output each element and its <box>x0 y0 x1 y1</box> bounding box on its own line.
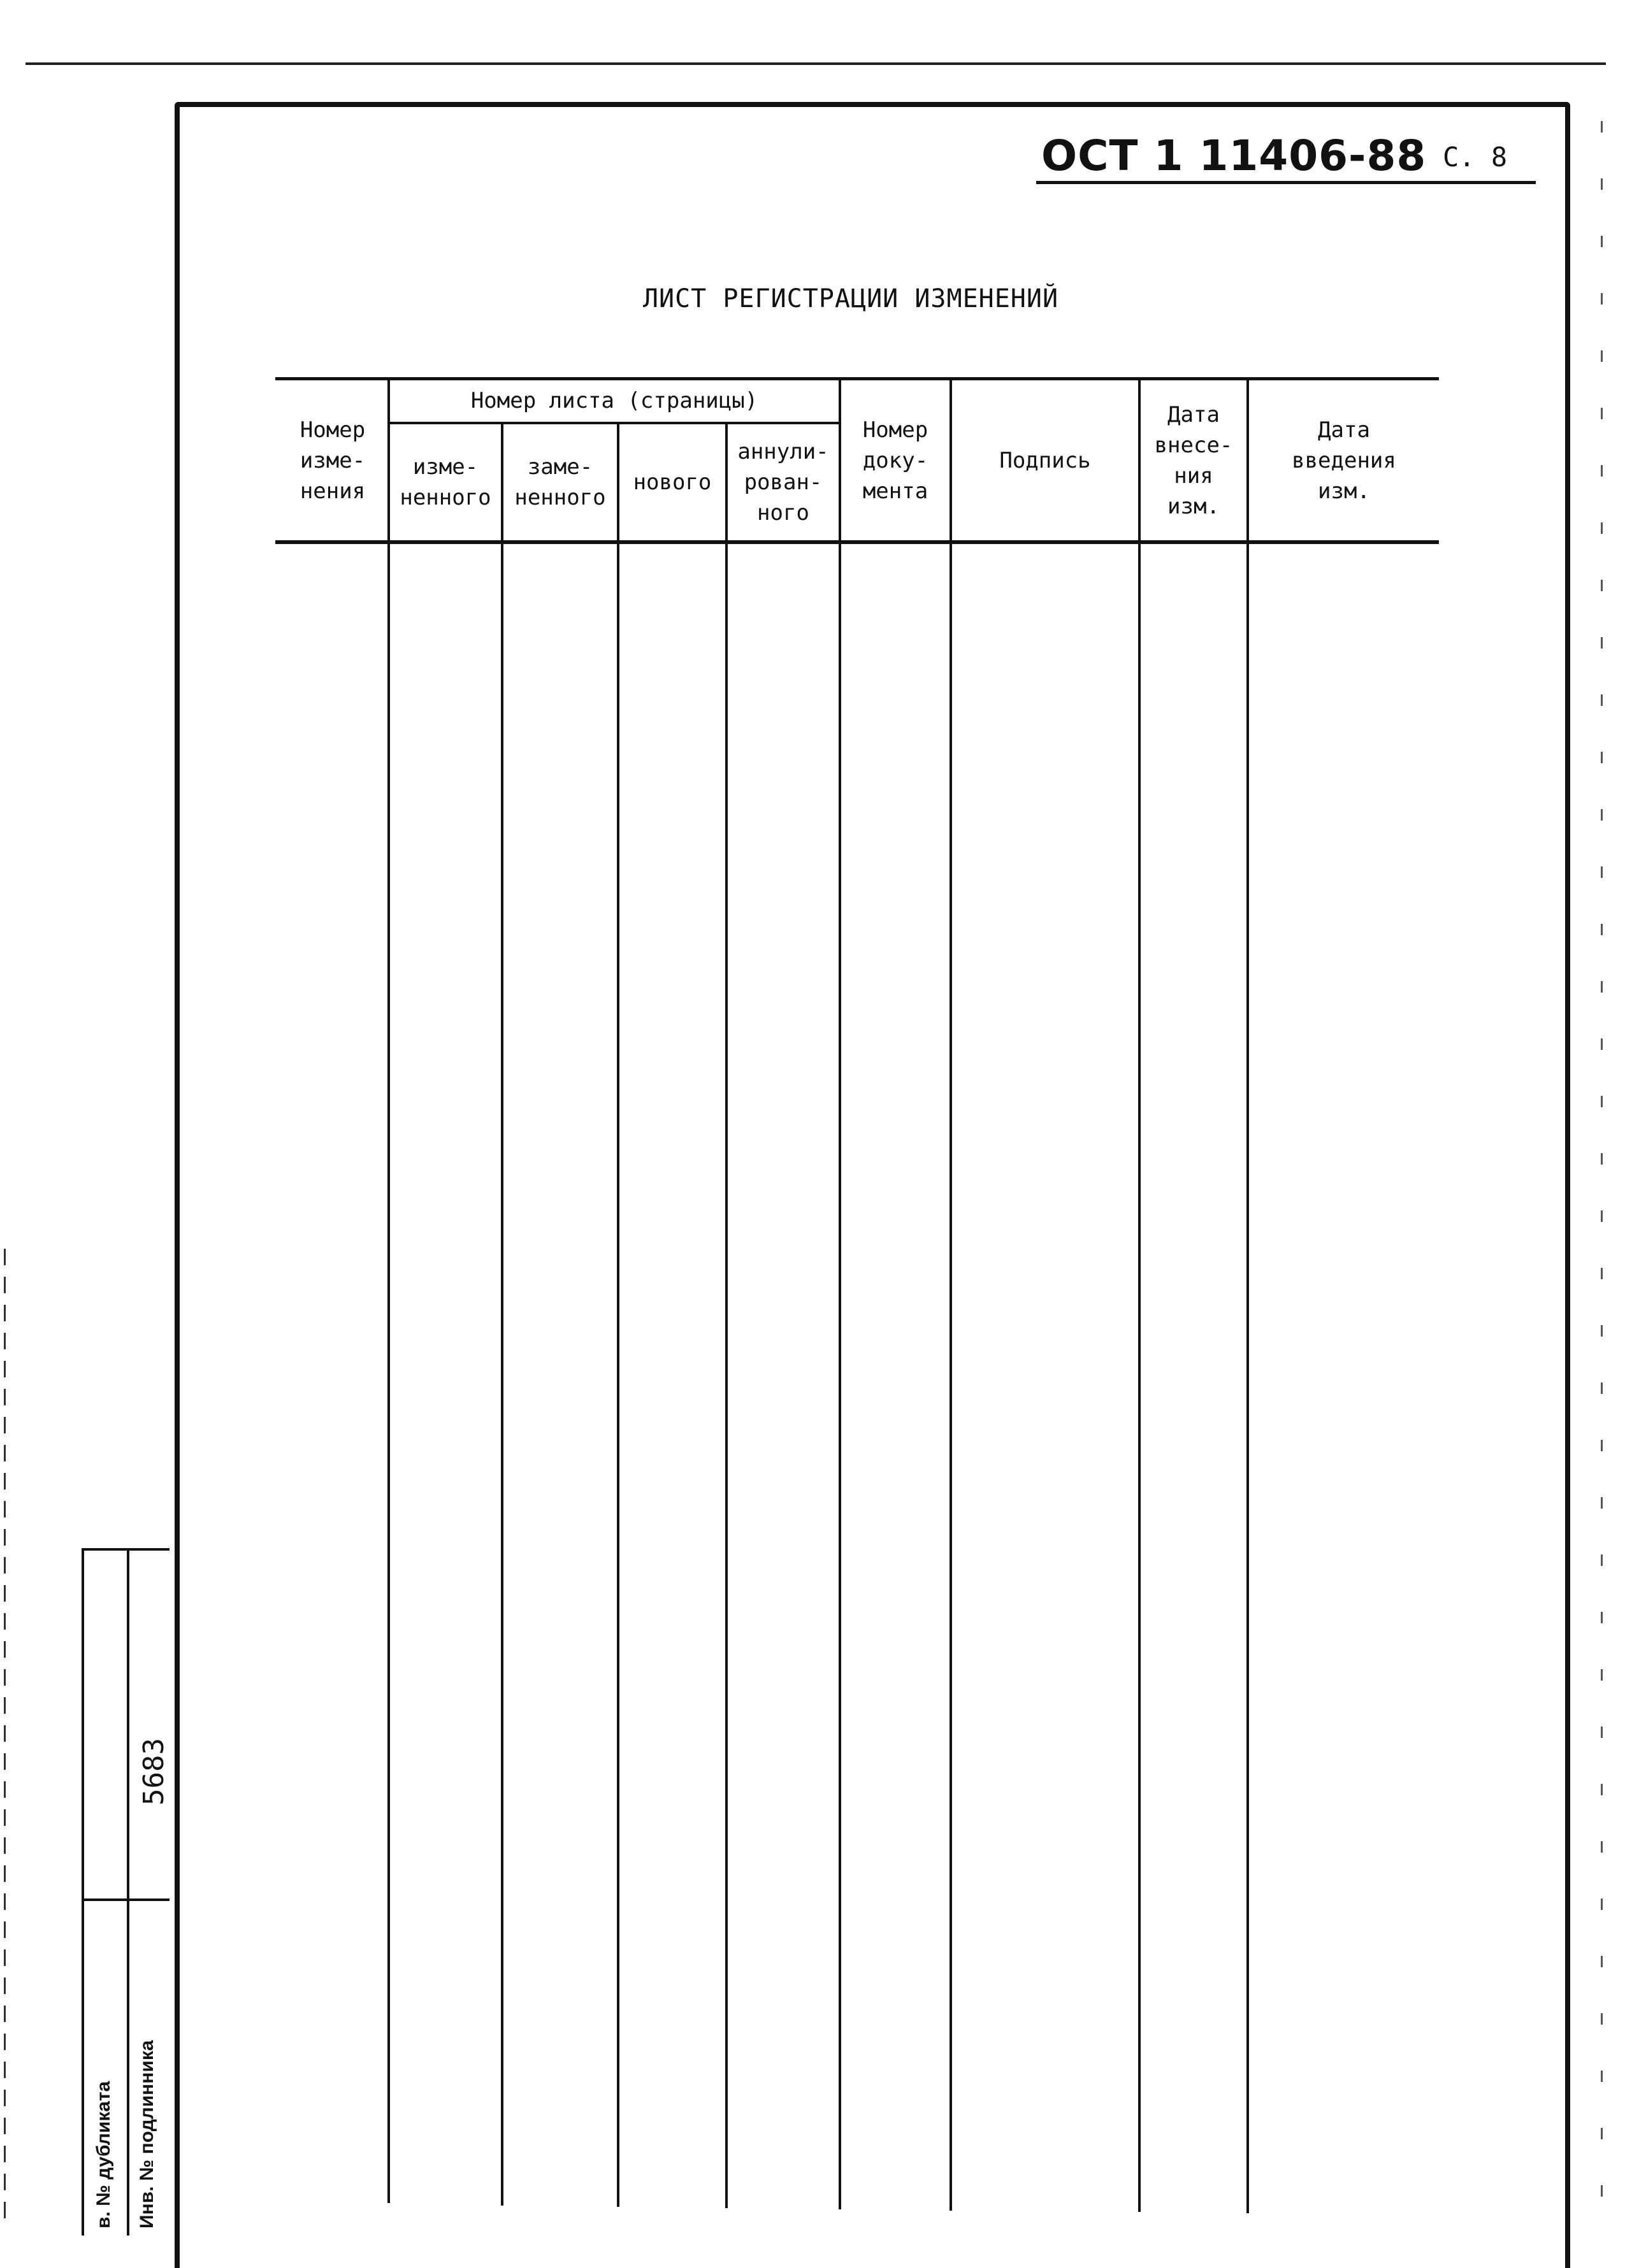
column-divider <box>950 377 952 2211</box>
column-divider <box>725 422 728 2208</box>
header-sheet-number-group: Номер листа (страницы) <box>470 388 758 413</box>
column-divider <box>387 377 390 2203</box>
column-divider <box>1246 377 1249 2213</box>
document-code: ОСТ 1 11406-88 <box>1041 131 1427 180</box>
inventory-number: 5683 <box>138 1738 170 1805</box>
column-divider <box>1138 377 1141 2212</box>
page-number: С. 8 <box>1443 141 1508 173</box>
header-new: нового <box>633 470 712 495</box>
header-document-number: Номер доку- мента <box>862 417 928 504</box>
inventory-stamp <box>82 1548 170 2236</box>
header-signature: Подпись <box>999 448 1091 473</box>
header-bottom-rule <box>275 540 1439 544</box>
header-changed: изме- ненного <box>400 454 491 510</box>
duplicate-number-label: в. № дубликата <box>93 2081 114 2229</box>
stamp-row-divider <box>84 1898 170 1901</box>
original-number-label: Инв. № подлинника <box>136 2040 157 2229</box>
sheet-title: ЛИСТ РЕГИСТРАЦИИ ИЗМЕНЕНИЙ <box>642 284 1059 313</box>
stamp-column-divider <box>127 1551 129 2236</box>
header-change-number: Номер изме- нения <box>300 417 366 504</box>
column-divider <box>839 377 841 2209</box>
column-divider <box>501 422 503 2206</box>
header-entry-date: Дата внесе- ния изм. <box>1154 402 1233 519</box>
header-annulled: аннули- рован- ного <box>737 439 829 526</box>
header-replaced: заме- ненного <box>514 454 606 510</box>
column-divider <box>617 422 619 2207</box>
header-effective-date: Дата введения изм. <box>1292 417 1396 504</box>
group-header-divider <box>390 422 840 424</box>
